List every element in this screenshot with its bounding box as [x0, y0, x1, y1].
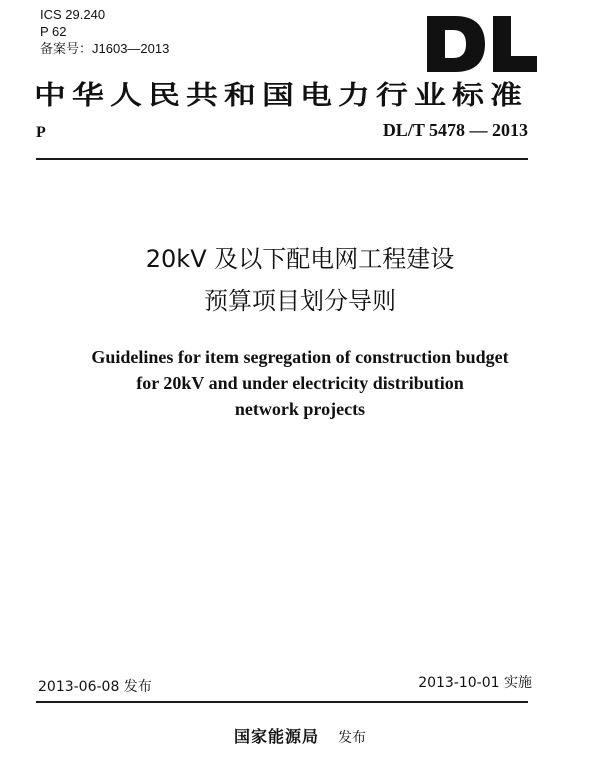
implementation-date: 2013-10-01 实施 [418, 675, 532, 691]
ccs-code: P 62 [40, 24, 67, 39]
classification-codes [40, 6, 169, 57]
chinese-title-line-2: 预算项目划分导则 [204, 287, 396, 315]
dl-logo [425, 14, 539, 74]
english-title-line-1: Guidelines for item segregation of construction budget [91, 347, 509, 367]
category-letter: P [36, 124, 46, 141]
issue-date: 2013-06-08 发布 [38, 679, 152, 695]
publisher [0, 724, 600, 747]
header-divider [36, 158, 528, 160]
english-title-line-3: network projects [234, 399, 366, 419]
filing-number: 备案号：J1603—2013 [40, 41, 170, 56]
chinese-title [0, 238, 600, 322]
english-title-line-2: for 20kV and under electricity distribution [136, 373, 464, 393]
footer-divider [36, 701, 528, 703]
ics-code: ICS 29.240 [40, 7, 106, 22]
publisher-action: 发布 [338, 730, 367, 746]
chinese-title-line-1: 20kV 及以下配电网工程建设 [145, 245, 455, 273]
dl-logo-l [493, 16, 537, 72]
english-title [0, 344, 600, 422]
standard-series-title [34, 78, 534, 110]
dl-logo-d [427, 16, 485, 72]
publisher-org: 国家能源局 [233, 727, 319, 746]
standard-number: DL/T 5478 — 2013 [382, 120, 528, 140]
standard-series-title-text: 中华人民共和国电力行业标准 [34, 81, 438, 110]
